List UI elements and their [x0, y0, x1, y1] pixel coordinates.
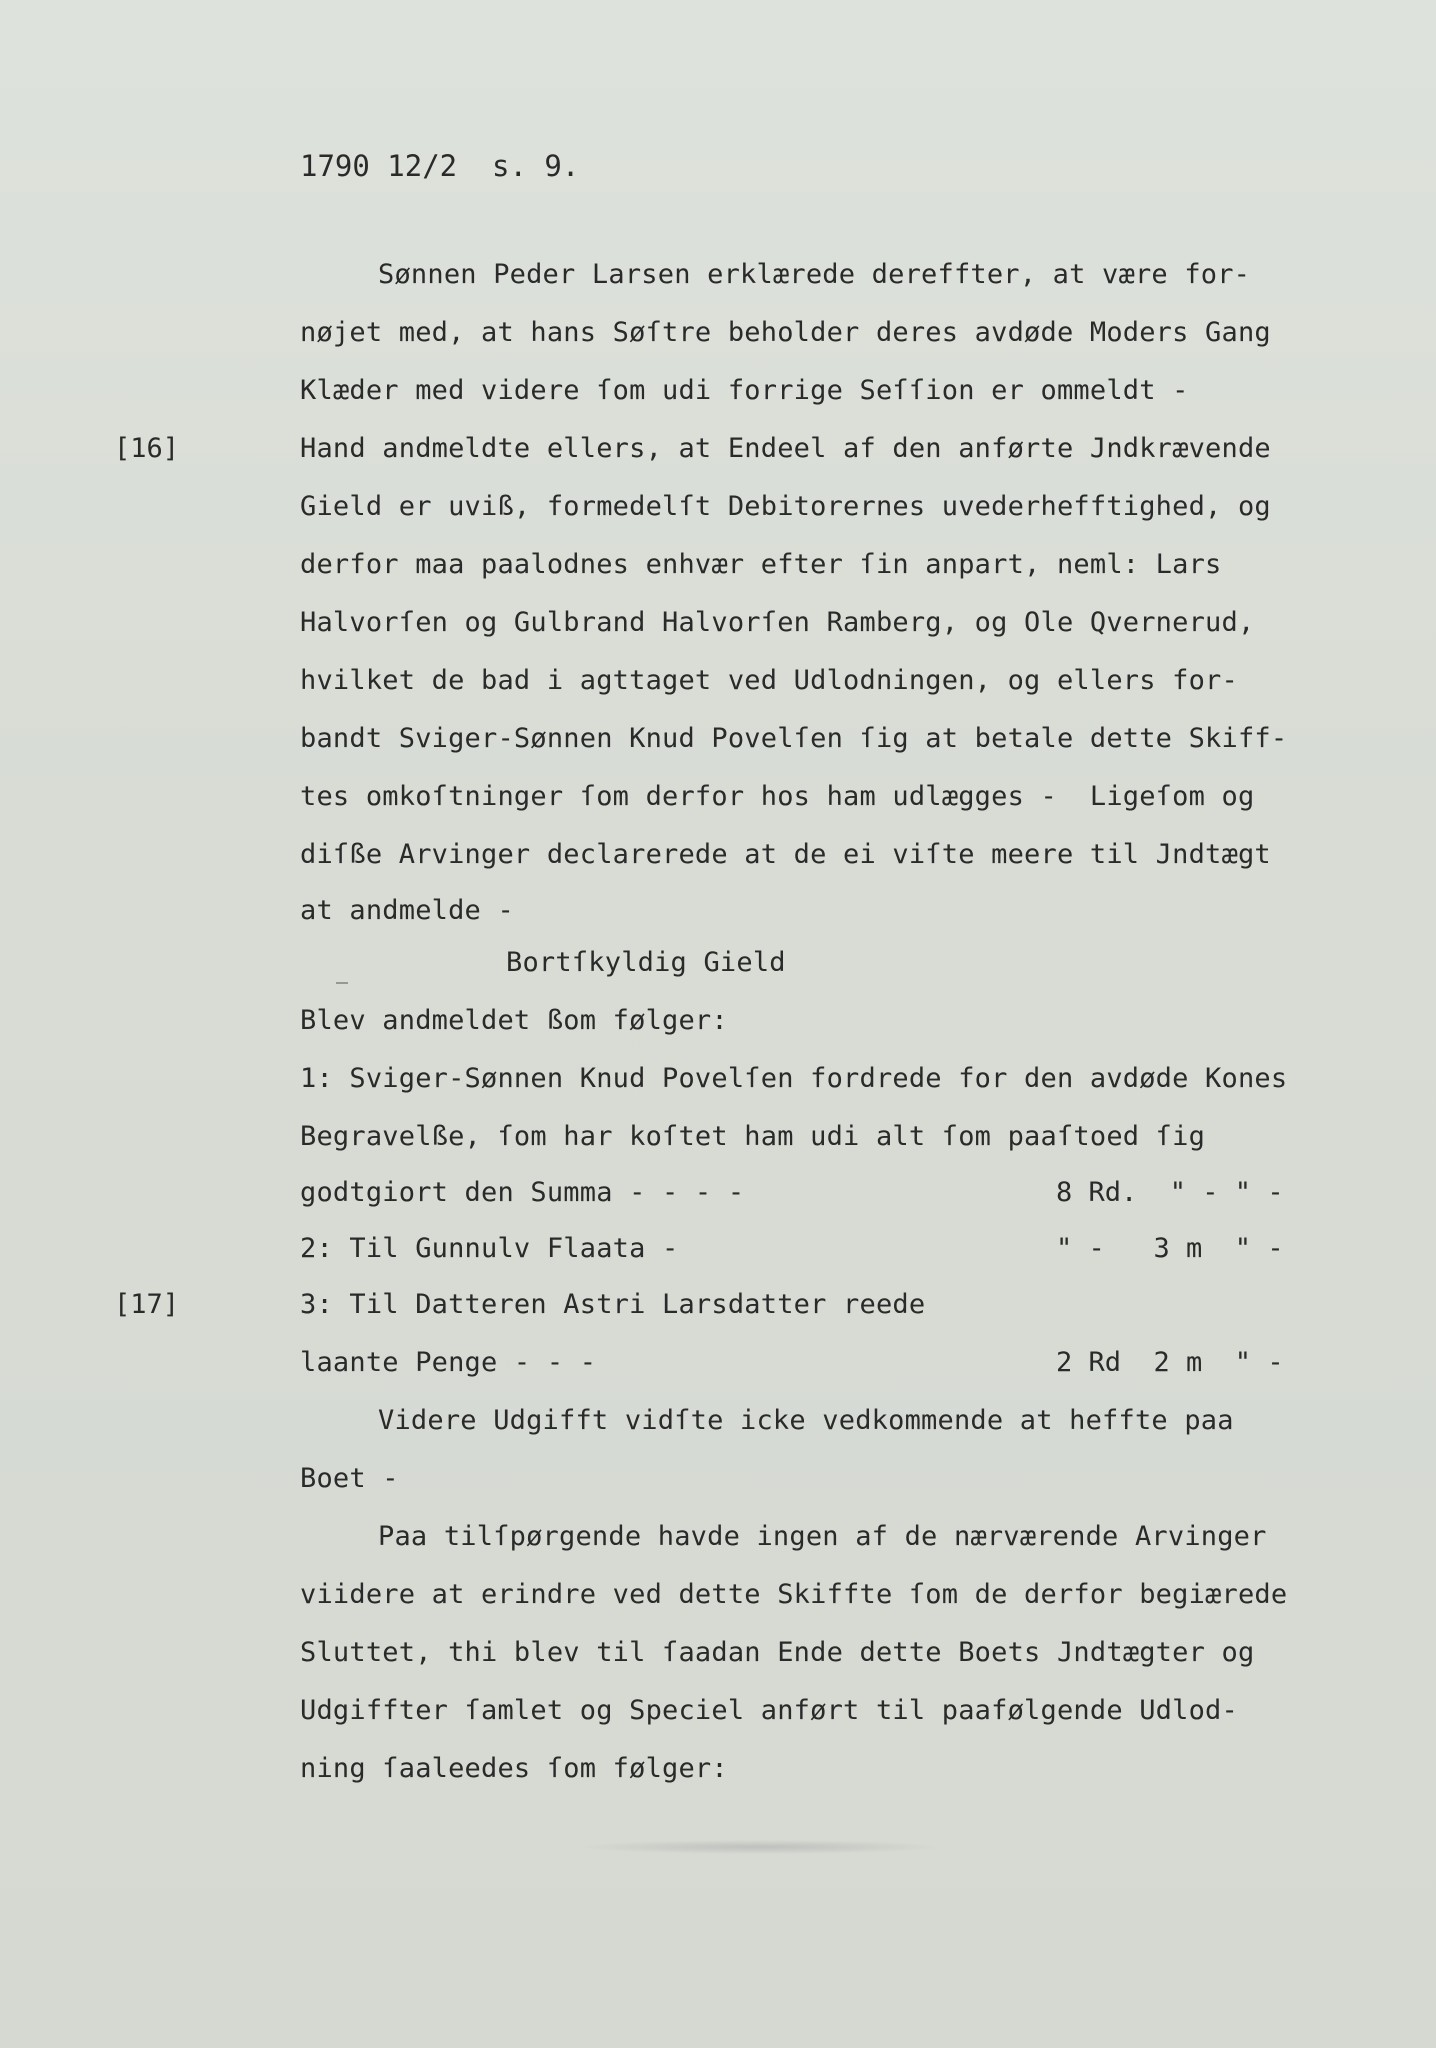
debt-amount-1: 8 Rd. " - " - [1056, 1177, 1284, 1208]
text-line: bandt Sviger-Sønnen Knud Povelſen ſig at betale dette Skiff- [300, 723, 1288, 754]
text-line: tes omkoſtninger ſom derfor hos ham udlægges - Ligeſom og [300, 781, 1255, 812]
text-line: Videre Udgifft vidſte icke vedkommende at heffte paa [378, 1405, 1234, 1436]
text-line: diſße Arvinger declarerede at de ei viſte meere til Jndtægt [300, 839, 1271, 870]
text-line: ning ſaaleedes ſom følger: [300, 1753, 728, 1784]
text-line: Begravelße, ſom har koſtet ham udi alt ſom paaſtoed ſig [300, 1121, 1206, 1152]
debt-amount-3: 2 Rd 2 m " - [1056, 1347, 1284, 1378]
debt-item-3: 3: Til Datteren Astri Larsdatter reede [300, 1289, 926, 1320]
text-line: Boet - [300, 1463, 399, 1494]
debt-item-3-cont: laante Penge - - - [300, 1347, 597, 1378]
debt-item-2: 2: Til Gunnulv Flaata - [300, 1233, 679, 1264]
text-line: Klæder med videre ſom udi forrige Seſſion er ommeldt - [300, 375, 1189, 406]
text-line: Sluttet, thi blev til ſaadan Ende dette Boets Jndtægter og [300, 1637, 1255, 1668]
text-line: hvilket de bad i agttaget ved Udlodningen, og ellers for- [300, 665, 1238, 696]
text-line: derfor maa paalodnes enhvær efter ſin anpart, neml: Lars [300, 549, 1222, 580]
text-line: viidere at erindre ved dette Skiffte ſom de derfor begiærede [300, 1579, 1288, 1610]
page-header: 1790 12/2 s. 9. [300, 149, 580, 183]
text-line: 1: Sviger-Sønnen Knud Povelſen fordrede for den avdøde Kones [300, 1063, 1288, 1094]
section-heading: Bortſkyldig Gield [506, 947, 786, 978]
text-line: Blev andmeldet ßom følger: [300, 1005, 728, 1036]
paper-bleed-through [580, 1840, 940, 1854]
stray-mark [336, 982, 348, 984]
text-line: Udgiffter ſamlet og Speciel anført til paafølgende Udlod- [300, 1695, 1238, 1726]
debt-amount-2: " - 3 m " - [1056, 1233, 1284, 1264]
text-line: Sønnen Peder Larsen erklærede dereffter, at være for- [378, 259, 1251, 290]
text-line: nøjet med, at hans Søſtre beholder deres avdøde Moders Gang [300, 317, 1271, 348]
text-line: Paa tilſpørgende havde ingen af de nærværende Arvinger [378, 1521, 1267, 1552]
margin-note-16: [16] [114, 433, 180, 464]
text-line: Gield er uviß, formedelſt Debitorernes uvederhefftighed, og [300, 491, 1271, 522]
text-line: Hand andmeldte ellers, at Endeel af den anførte Jndkrævende [300, 433, 1271, 464]
text-line: Halvorſen og Gulbrand Halvorſen Ramberg, og Ole Qvernerud, [300, 607, 1255, 638]
debt-item-1: godtgiort den Summa - - - - [300, 1177, 745, 1208]
margin-note-17: [17] [114, 1289, 180, 1320]
text-line: at andmelde - [300, 895, 514, 926]
